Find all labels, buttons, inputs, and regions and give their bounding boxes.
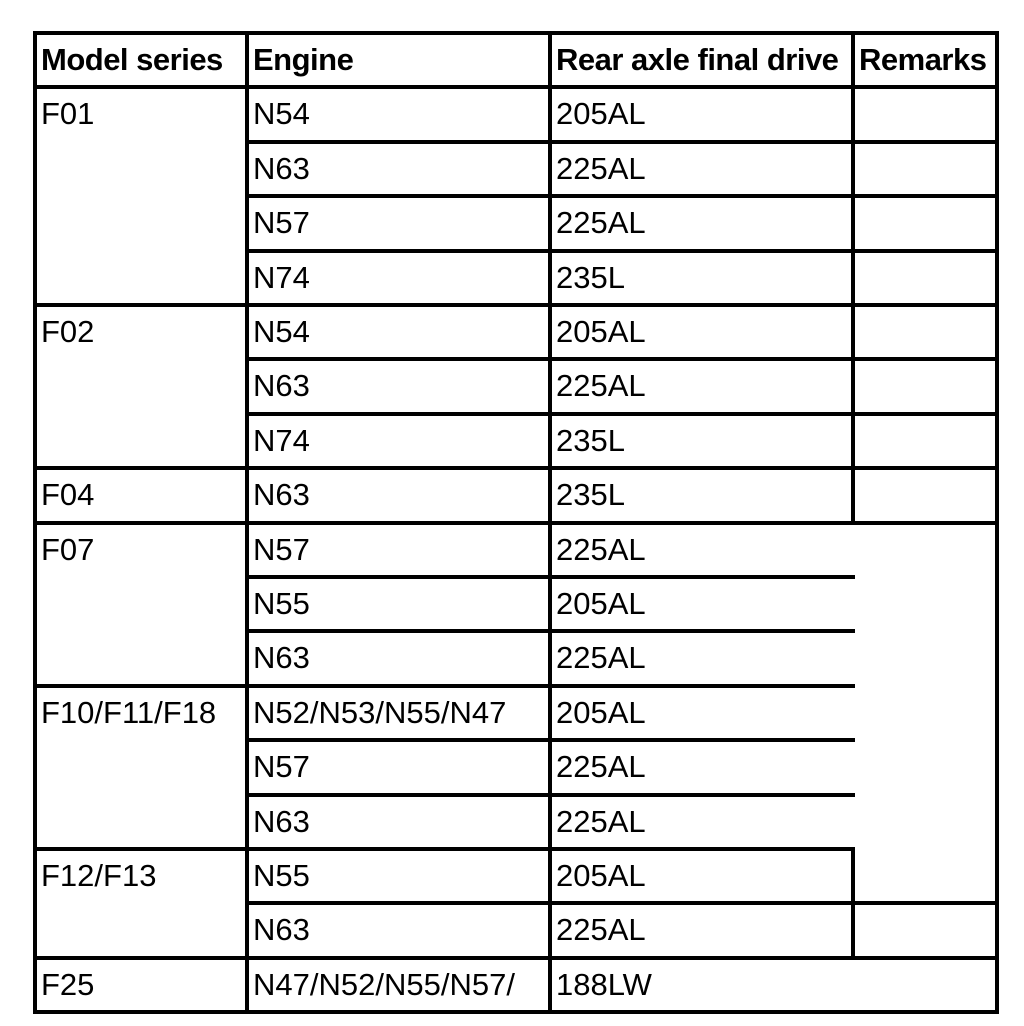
cell-rear-axle: 235L <box>556 259 625 295</box>
cell-engine: N54 <box>253 314 310 349</box>
cell-model-series: F02 <box>41 314 95 349</box>
cell-rear-axle: 225AL <box>556 368 646 404</box>
cell-engine: N74 <box>253 422 310 458</box>
cell-rear-axle: 225AL <box>556 205 646 241</box>
header-model-series: Model series <box>41 42 223 77</box>
cell-engine: N57 <box>253 205 310 241</box>
cell-engine: N63 <box>253 803 310 839</box>
cell-engine: N54 <box>253 96 310 132</box>
cell-engine: N63 <box>253 640 310 676</box>
cell-rear-axle: 225AL <box>556 912 646 948</box>
cell-model-series: F04 <box>41 477 95 513</box>
cell-rear-axle: 235L <box>556 422 625 458</box>
cell-rear-axle: 205AL <box>556 858 646 893</box>
cell-engine: N52/N53/N55/N47 <box>253 694 507 730</box>
cell-rear-axle: 225AL <box>556 640 646 676</box>
cell-model-series: F10/F11/F18 <box>41 694 217 730</box>
cell-engine: N55 <box>253 858 310 893</box>
cell-engine: N74 <box>253 259 310 295</box>
header-rear-axle: Rear axle final drive <box>556 42 839 77</box>
cell-engine: N57 <box>253 749 310 785</box>
cell-model-series: F01 <box>41 96 95 132</box>
cell-rear-axle: 205AL <box>556 96 646 132</box>
cell-rear-axle: 225AL <box>556 531 646 567</box>
header-engine: Engine <box>253 42 354 77</box>
cell-rear-axle: 225AL <box>556 749 646 785</box>
cell-model-series: F25 <box>41 966 95 1002</box>
cell-rear-axle: 205AL <box>556 314 646 349</box>
header-remarks: Remarks <box>859 42 987 77</box>
cell-rear-axle: 225AL <box>556 803 646 839</box>
cell-engine: N57 <box>253 531 310 567</box>
cell-engine: N47/N52/N55/N57/ <box>253 966 515 1002</box>
cell-rear-axle: 188LW <box>556 966 652 1002</box>
cell-engine: N55 <box>253 586 310 621</box>
cell-engine: N63 <box>253 912 310 948</box>
cell-engine: N63 <box>253 477 310 513</box>
cell-rear-axle: 235L <box>556 477 625 513</box>
cell-engine: N63 <box>253 150 310 186</box>
cell-rear-axle: 205AL <box>556 586 646 621</box>
cell-model-series: F12/F13 <box>41 858 157 893</box>
cell-model-series: F07 <box>41 531 95 567</box>
cell-engine: N63 <box>253 368 310 404</box>
cell-rear-axle: 205AL <box>556 694 646 730</box>
cell-rear-axle: 225AL <box>556 150 646 186</box>
column-divider <box>851 31 855 521</box>
